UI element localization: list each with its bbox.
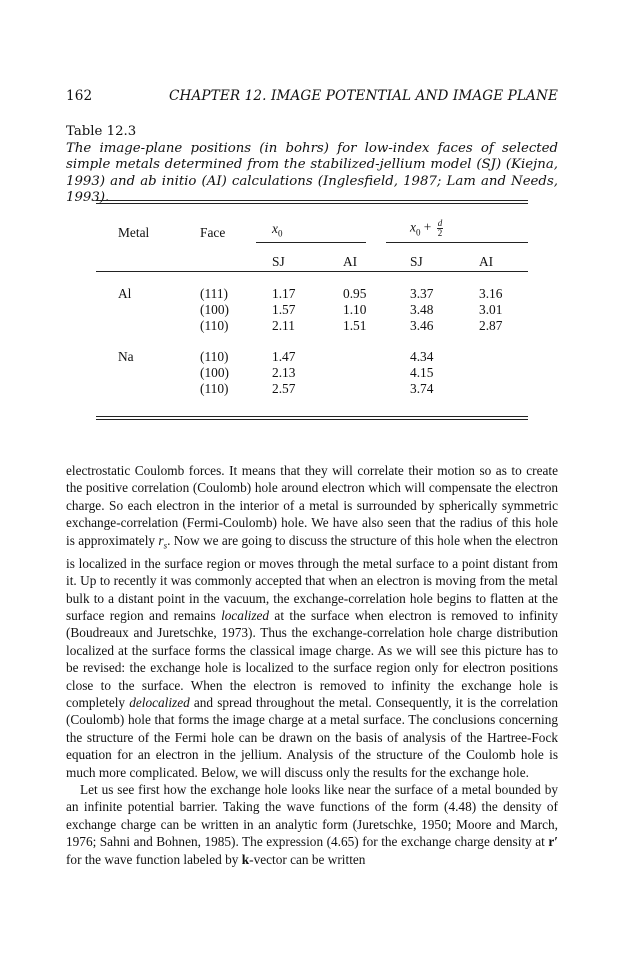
header-ai-x0: AI	[343, 254, 358, 269]
cell-face: (100)	[200, 365, 230, 380]
cell-ai-x0d: 2.87	[479, 318, 503, 333]
cell-face: (111)	[200, 286, 229, 301]
paragraph: Let us see first how the exchange hole looks like near the surface of a metal bounded by an infinite potential barrier. Taking the wave functions of the form (4.48) the density of exchange charge can be written in an analytic form (Juretschke, 1950; Moore and March, 1976; Sahni and Bohnen, 1985). The expression (4.65) for the exchange charge density at r′ for the wave function labeled by k-vector can be written	[66, 781, 558, 867]
table-bottom-rule-double	[96, 419, 528, 420]
cell-sj-x0: 1.17	[272, 286, 296, 301]
cell-metal: Al	[118, 286, 132, 301]
cell-sj-x0d: 4.15	[410, 365, 434, 380]
x0-group-rule	[256, 242, 366, 243]
table-bottom-rule	[96, 416, 528, 417]
header-x0: $x_0$	[272, 221, 283, 239]
header-sj-x0: SJ	[272, 254, 285, 269]
cell-ai-x0: 0.95	[343, 286, 367, 301]
table-top-rule-double	[96, 203, 528, 204]
chapter-title: CHAPTER 12. IMAGE POTENTIAL AND IMAGE PLANE	[169, 88, 558, 104]
page-number: 162	[66, 88, 93, 104]
table-caption-text: The image-plane positions (in bohrs) for low-index faces of selected simple metals determined from the stabilized-jellium model (SJ) (Kiejna, 1993) and ab initio (AI) calculations (Inglesfield, 1987; Lam and Needs, 1993).	[66, 140, 558, 206]
cell-sj-x0d: 3.46	[410, 318, 434, 333]
cell-sj-x0d: 3.74	[410, 381, 434, 396]
header-ai-x0d: AI	[479, 254, 494, 269]
body-text	[66, 462, 558, 868]
header-face: Face	[200, 225, 226, 240]
header-sj-x0d: SJ	[410, 254, 423, 269]
table-header-rule	[96, 271, 528, 272]
cell-face: (110)	[200, 349, 229, 364]
x0d-group-rule	[386, 242, 528, 243]
cell-sj-x0: 2.11	[272, 318, 295, 333]
cell-ai-x0: 1.10	[343, 302, 367, 317]
data-table	[96, 196, 528, 428]
cell-ai-x0d: 3.16	[479, 286, 503, 301]
cell-sj-x0d: 3.48	[410, 302, 434, 317]
cell-ai-x0: 1.51	[343, 318, 367, 333]
cell-sj-x0: 2.57	[272, 381, 296, 396]
cell-sj-x0d: 4.34	[410, 349, 434, 364]
cell-sj-x0: 1.57	[272, 302, 296, 317]
cell-sj-x0: 2.13	[272, 365, 296, 380]
header-metal: Metal	[118, 225, 150, 240]
cell-metal: Na	[118, 349, 134, 364]
table-top-rule	[96, 200, 528, 201]
table-caption	[66, 124, 558, 207]
table-label: Table 12.3	[66, 124, 137, 139]
cell-face: (110)	[200, 318, 229, 333]
cell-ai-x0d: 3.01	[479, 302, 503, 317]
running-head	[66, 88, 558, 108]
header-x0-plus-d-half: $x_0$ + $\frac{d}{2}$	[410, 218, 443, 238]
paragraph: electrostatic Coulomb forces. It means that they will correlate their motion so as to create the positive correlation (Coulomb) hole around electron which will compensate the electron charge. So each electron in the interior of a metal is surrounded by spherically symmetric exchange-correlation (Fermi-Coulomb) hole. We have also seen that the radius of this hole is approximately $r_s$. Now we are going to discuss the structure of this hole when the electron is localized in the surface region or moves through the metal surface to a point distant from it. Up to recently it was commonly accepted that when an electron is moving from the metal bulk to a distant point in the vacuum, the exchange-correlation hole begins to flatten at the surface region and remains localized at the surface when electron is removed to infinity (Boudreaux and Juretschke, 1973). Thus the exchange-correlation hole charge distribution localized at the surface forms the classical image charge. As we will see this picture has to be revised: the exchange hole is localized to the surface region only for electron positions close to the surface. When the electron is removed to infinity the exchange hole is completely delocalized and spread throughout the metal. Consequently, it is the correlation (Coulomb) hole that forms the image charge at a metal surface. The conclusions concerning the structure of the Fermi hole can be drawn on the basis of analysis of the Hartree-Fock equation for an electron in the jellium. Analysis of the structure of the Coulomb hole is much more complicated. Below, we will discuss only the results for the exchange hole.	[66, 463, 558, 780]
cell-sj-x0: 1.47	[272, 349, 296, 364]
cell-sj-x0d: 3.37	[410, 286, 434, 301]
cell-face: (100)	[200, 302, 230, 317]
cell-face: (110)	[200, 381, 229, 396]
